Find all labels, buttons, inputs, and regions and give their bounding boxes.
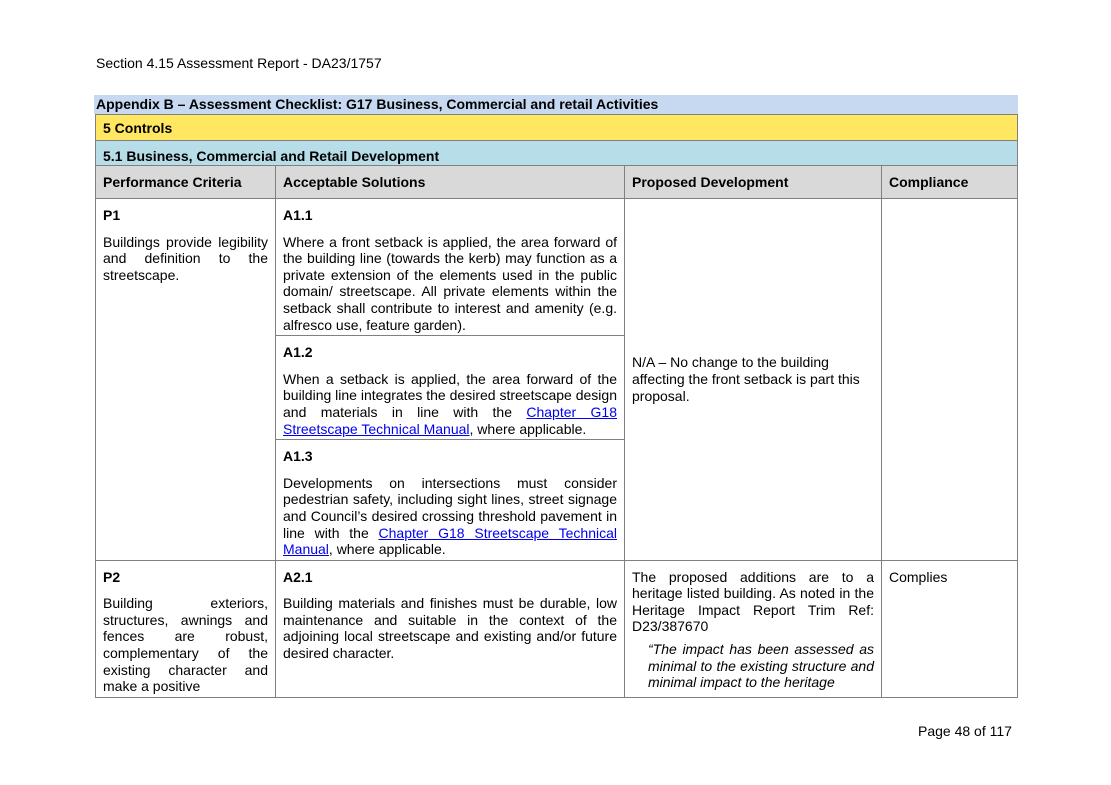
a11-id: A1.1 bbox=[283, 207, 313, 223]
p2-heritage-quote: “The impact has been assessed as minimal to the existing structure and minimal impact to the heritage bbox=[648, 641, 874, 691]
p1-criteria-cell bbox=[96, 199, 276, 561]
a12-text-after: , where applicable. bbox=[469, 420, 587, 437]
a21-id: A2.1 bbox=[283, 568, 313, 585]
a13-text-before: Developments on intersections must consider pedestrian safety, including sight lines, street signage and Council’s desired crossing threshold pavement in line with the bbox=[283, 474, 617, 541]
p2-id: P2 bbox=[103, 568, 121, 585]
a21-cell bbox=[276, 560, 625, 697]
section-heading: 5 Controls bbox=[96, 115, 1018, 141]
p1-id: P1 bbox=[103, 207, 121, 223]
p1-compliance-cell bbox=[882, 199, 1018, 561]
a12-cell bbox=[276, 336, 625, 440]
p2-proposed-text: The proposed additions are to a heritage listed building. As noted in the Heritage Impact Report Trim Ref: D23/387670 bbox=[632, 568, 874, 635]
a11-cell bbox=[276, 199, 625, 336]
page-number: Page 48 of 117 bbox=[918, 723, 1012, 739]
p1-text: Buildings provide legibility and definition to the streetscape. bbox=[103, 233, 268, 283]
p2-proposed-cell bbox=[625, 560, 882, 697]
a12-text bbox=[283, 371, 617, 437]
p2-compliance-text: Complies bbox=[889, 568, 948, 585]
document-header: Section 4.15 Assessment Report - DA23/1757 bbox=[96, 55, 382, 71]
p1-proposed-cell bbox=[625, 199, 882, 561]
p2-criteria-cell bbox=[96, 560, 276, 697]
a12-id: A1.2 bbox=[283, 344, 313, 361]
column-header-performance: Performance Criteria bbox=[96, 166, 276, 199]
column-header-solutions: Acceptable Solutions bbox=[276, 166, 625, 199]
a21-text: Building materials and finishes must be durable, low maintenance and suitable in the context of the adjoining local streetscape and existing and/or future desired character. bbox=[283, 595, 617, 662]
a13-text bbox=[283, 475, 617, 558]
column-header-proposed: Proposed Development bbox=[625, 166, 882, 199]
p1-proposed-text: N/A – No change to the building affecting the front setback is part this proposal. bbox=[632, 354, 860, 404]
a13-cell bbox=[276, 440, 625, 561]
a12-text-before: When a setback is applied, the area forward of the building line integrates the desired streetscape design and materials in line with the bbox=[283, 370, 617, 420]
a13-manual-link[interactable]: Chapter G18 Streetscape Technical Manual bbox=[283, 524, 617, 558]
column-header-compliance: Compliance bbox=[882, 166, 1018, 199]
a13-id: A1.3 bbox=[283, 448, 313, 465]
assessment-table bbox=[95, 114, 1018, 698]
a12-manual-link[interactable]: Chapter G18 Streetscape Technical Manual bbox=[283, 403, 617, 437]
a13-text-after: , where applicable. bbox=[328, 541, 446, 558]
subsection-heading: 5.1 Business, Commercial and Retail Development bbox=[96, 141, 1018, 166]
p2-compliance-cell bbox=[882, 560, 1018, 697]
a11-text: Where a front setback is applied, the area forward of the building line (towards the kerb) may function as a private extension of the elements used in the public domain/ streetscape. All private elements within the setback shall contribute to interest and amenity (e.g. alfresco use, feature garden). bbox=[283, 233, 617, 333]
appendix-title: Appendix B – Assessment Checklist: G17 Business, Commercial and retail Activities bbox=[94, 95, 1018, 114]
p2-text: Building exteriors, structures, awnings and fences are robust, complementary of the existing character and make a positive bbox=[103, 595, 268, 695]
